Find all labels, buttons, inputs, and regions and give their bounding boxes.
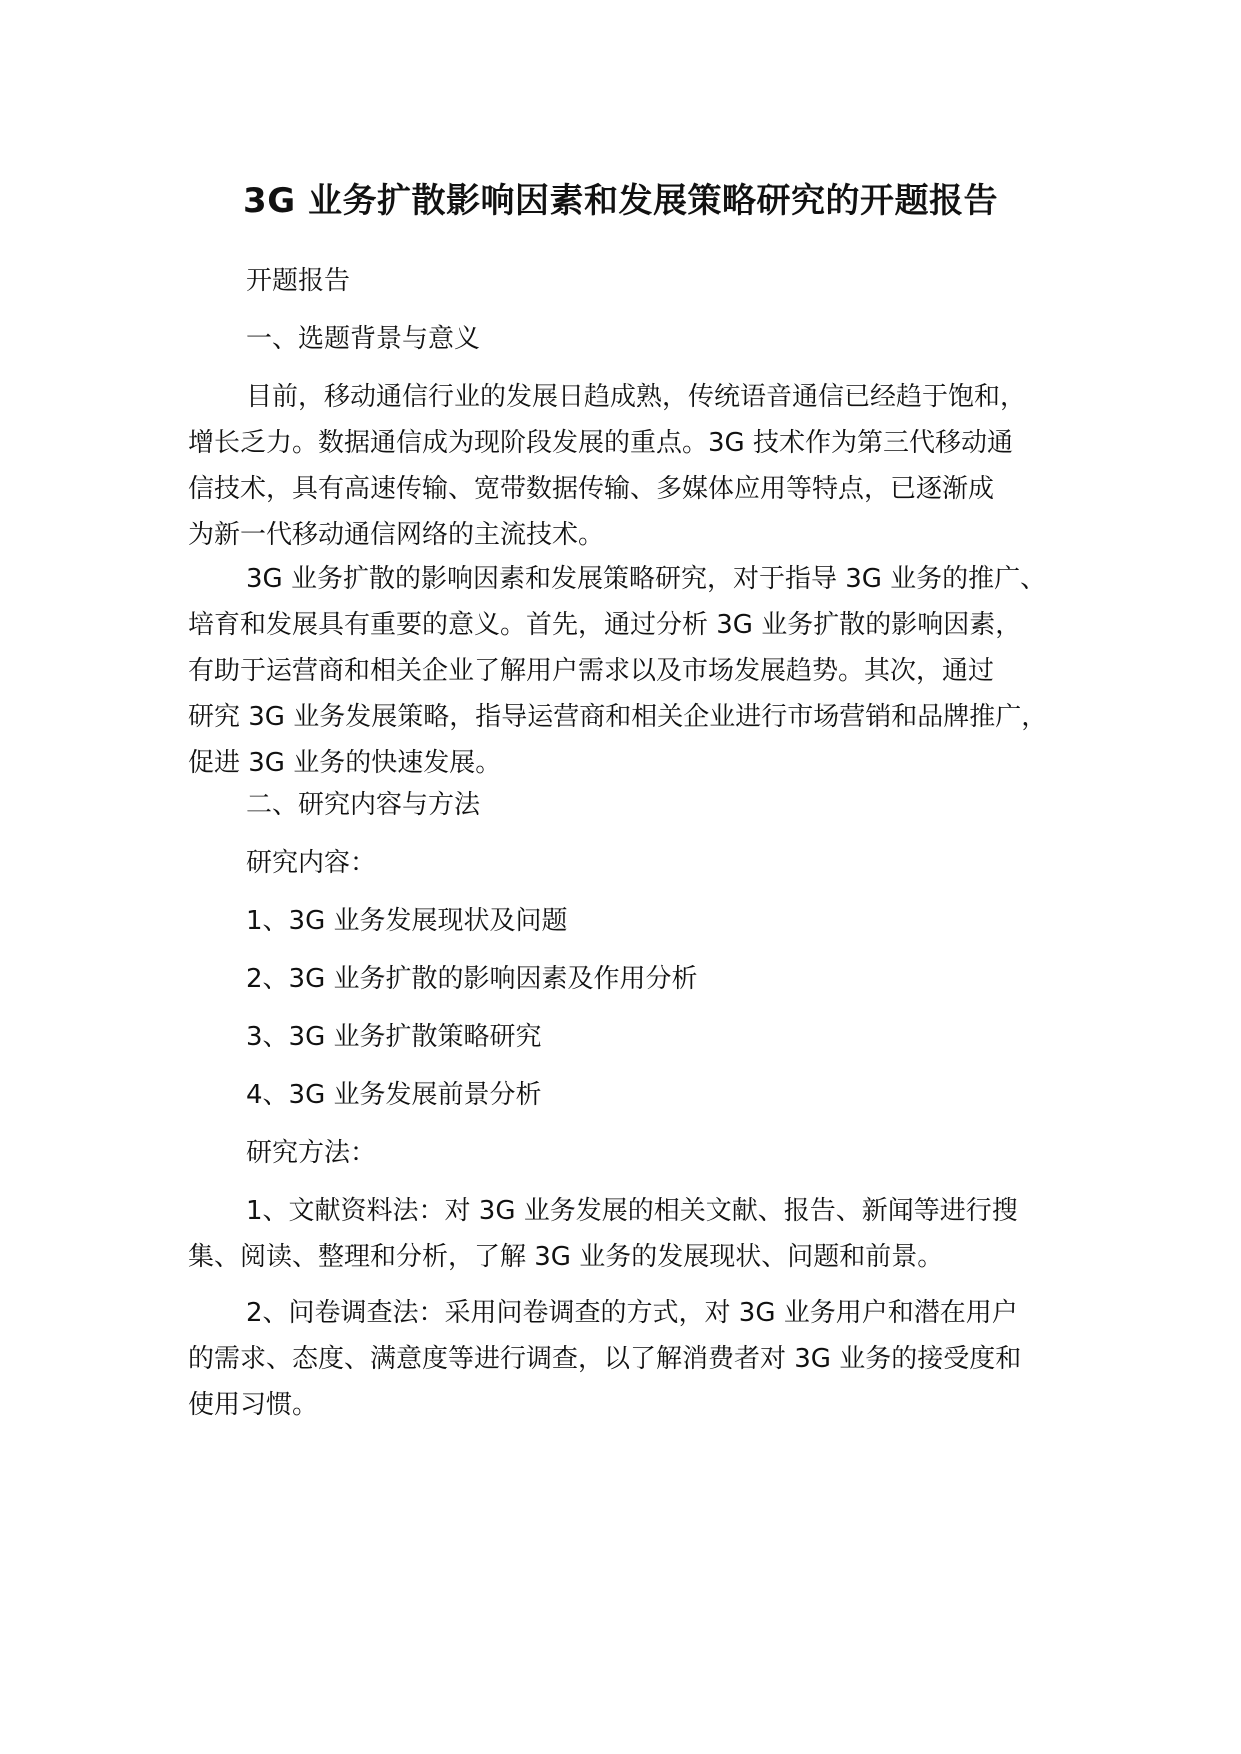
- list-item: [188, 898, 1088, 944]
- text-line: 研究内容：: [246, 848, 377, 878]
- text-line: 目前，移动通信行业的发展日趋成熟，传统语音通信已经趋于饱和，: [246, 382, 1027, 412]
- text-line: 3G 业务扩散的影响因素和发展策略研究，对于指导 3G 业务的推广、: [246, 564, 1047, 594]
- method-item-survey: [188, 1290, 1088, 1428]
- document-title: 3G 业务扩散影响因素和发展策略研究的开题报告: [243, 181, 998, 221]
- subheading-content: [188, 840, 1088, 886]
- text-line: 4、3G 业务发展前景分析: [246, 1080, 542, 1110]
- method-item-literature: [188, 1188, 1088, 1280]
- text-line: 研究 3G 业务发展策略，指导运营商和相关企业进行市场营销和品牌推广，: [188, 702, 1048, 732]
- text-line: 增长乏力。数据通信成为现阶段发展的重点。3G 技术作为第三代移动通: [188, 428, 1013, 458]
- text-line: 的需求、态度、满意度等进行调查，以了解消费者对 3G 业务的接受度和: [188, 1344, 1022, 1374]
- list-item: [188, 956, 1088, 1002]
- text-line: 使用习惯。: [188, 1390, 319, 1420]
- text-line: 集、阅读、整理和分析，了解 3G 业务的发展现状、问题和前景。: [188, 1242, 944, 1272]
- text-line: 为新一代移动通信网络的主流技术。: [188, 520, 605, 550]
- text-line: 3、3G 业务扩散策略研究: [246, 1022, 542, 1052]
- text-line: 促进 3G 业务的快速发展。: [188, 748, 502, 778]
- section-heading-content-methods: [188, 782, 1088, 828]
- text-line: 研究方法：: [246, 1138, 377, 1168]
- list-item: [188, 1014, 1088, 1060]
- paragraph-significance: [188, 556, 1088, 786]
- paragraph-heading-report: [188, 258, 1088, 304]
- text-line: 开题报告: [246, 266, 351, 296]
- text-line: 2、3G 业务扩散的影响因素及作用分析: [246, 964, 698, 994]
- text-line: 2、问卷调查法：采用问卷调查的方式，对 3G 业务用户和潜在用户: [246, 1298, 1018, 1328]
- text-line: 一、选题背景与意义: [246, 324, 481, 354]
- subheading-methods: [188, 1130, 1088, 1176]
- text-line: 信技术，具有高速传输、宽带数据传输、多媒体应用等特点，已逐渐成: [188, 474, 995, 504]
- text-line: 1、文献资料法：对 3G 业务发展的相关文献、报告、新闻等进行搜: [246, 1196, 1018, 1226]
- text-line: 1、3G 业务发展现状及问题: [246, 906, 568, 936]
- text-line: 二、研究内容与方法: [246, 790, 481, 820]
- list-item: [188, 1072, 1088, 1118]
- section-heading-background: [188, 316, 1088, 362]
- paragraph-background: [188, 374, 1088, 558]
- text-line: 培育和发展具有重要的意义。首先，通过分析 3G 业务扩散的影响因素，: [188, 610, 1022, 640]
- text-line: 有助于运营商和相关企业了解用户需求以及市场发展趋势。其次，通过: [188, 656, 995, 686]
